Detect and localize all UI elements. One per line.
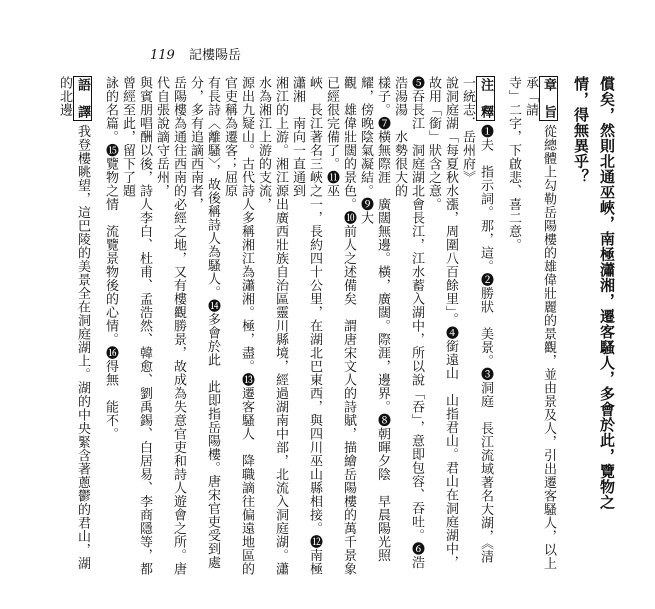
zhushi-text: ❶夫 指示詞。那，這。❷勝狀 美景。❸洞庭 長江流域著名大湖，《清一統志．岳州府》 [460, 76, 493, 564]
spacer [558, 76, 568, 576]
spacer [92, 76, 102, 576]
zhushi-line: 說洞庭湖「每夏秋水漲，周圍八百餘里」。❹銜遠山 山指君山。君山在洞庭湖中，故用「銜」狀含之意。 [426, 76, 458, 569]
zhushi-line: ❺吞長江 洞庭湖北會長江，江水蓄入湖中，所以說「吞」，意即包容、吞吐。❻浩浩湯湯 水勢很大的 [392, 76, 424, 569]
book-title: 記樓陽岳 [188, 48, 241, 63]
yuyi-label: 語 譯 [75, 78, 90, 119]
zhushi-line: 岳陽樓為通往西南的必經之地，又有樓觀勝景，故成為失意官吏和詩人遊會之所。唐代自張說謫守岳州， [154, 76, 186, 576]
vertical-text-body [57, 76, 620, 576]
zhushi-label: 注 釋 [478, 78, 493, 119]
zhangzhi-text: 從總體上勾勒岳陽樓的雄偉壯麗的景觀，並由景及人，引出遷客騷人，以上承「請 [523, 76, 556, 570]
zhushi-line [459, 76, 495, 576]
zhushi-line: 觀 雄偉壯闊的景色。❿前人之述備矣 謂唐宋文人的詩賦，描繪岳陽樓的萬千景象已經很完備了。⓫巫 [324, 76, 356, 576]
running-header [150, 44, 241, 63]
original-text-line: 償矣，然則北通巫峽，南極瀟湘，遷客騷人，多會於此，覽物之 [598, 76, 616, 510]
zhangzhi-line [522, 76, 558, 576]
yuyi-line [56, 76, 92, 576]
yuyi-text: 我登樓眺望，這巴陵的美景全在洞庭湖上。湖的中央緊含著蔥鬱的君山，湖的北邊 [57, 76, 90, 570]
zhushi-line: 樣子。❼橫無際涯 廣闊無邊。橫，廣闊。際涯，邊界。❽朝暉夕陰 早晨陽光照耀，傍晚陰氣凝結。❾大 [358, 76, 390, 562]
page-number: 119 [150, 48, 175, 63]
zhushi-line: 與賓朋唱酬以後，詩人李白、杜甫、孟浩然、韓愈、劉禹錫、白居易、李商隱等，都曾經至此，留下了題 [120, 76, 152, 576]
original-text-line: 情，得無異乎？ [572, 76, 590, 185]
zhangzhi-label: 章 旨 [541, 78, 556, 119]
spacer [495, 76, 505, 576]
zhangzhi-line: 寺」二字，下啟悲、喜二意。 [506, 76, 521, 252]
zhushi-line: 詠的名篇。⓯覽物之情 流覽景物後的心情。⓰得無 能不。 [103, 76, 118, 441]
zhushi-line: 峽 長江著名三峽之一，長約四十公里，在湖北巴東西，與四川巫山縣相接。⓬南極瀟湘 南向一直通到 [290, 76, 322, 576]
zhushi-line: 湘江的上游。湘江源出廣西壯族自治區靈川縣境，經過湖南中部，北流入洞庭湖。瀟水為湘江上游的支流， [256, 76, 288, 576]
zhushi-line: 有長詩〈離騷〉，故後稱詩人為騷人。⓮多會於此 此即指岳陽樓。唐宋官吏受到處分，多有追謫西南者， [188, 76, 220, 569]
zhushi-line: 源出九疑山。古代詩人多稱湘江為瀟湘。極，盡。⓭遷客騷人 降職謫往偏遠地區的官吏稱為遷客；屈原 [222, 76, 254, 576]
